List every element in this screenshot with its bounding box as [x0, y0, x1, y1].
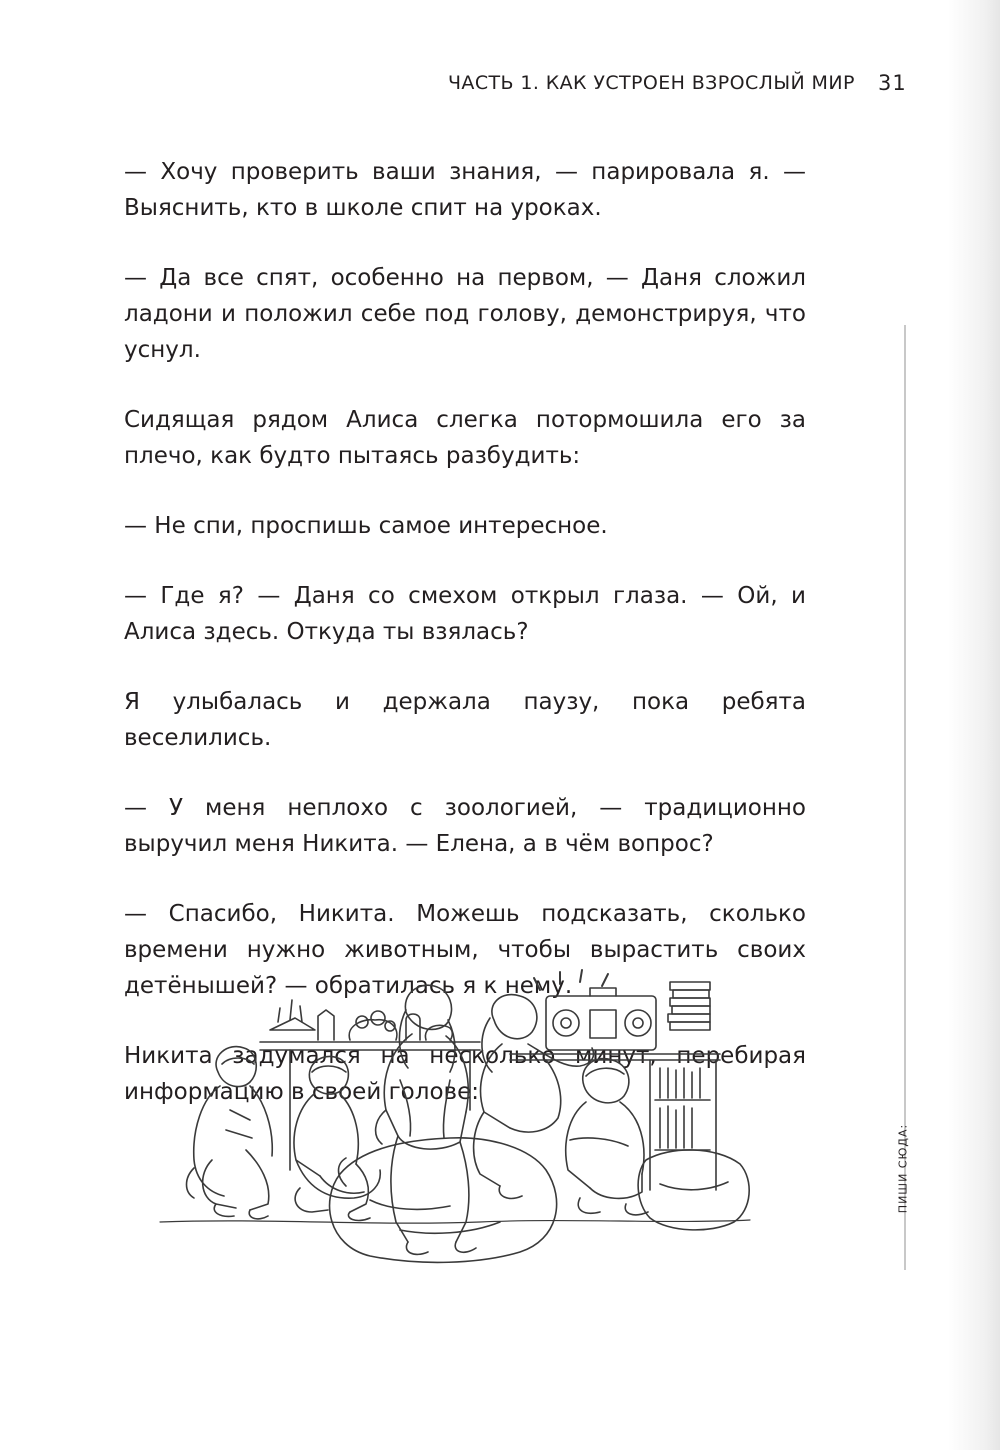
- floor-line: [160, 1220, 750, 1223]
- notes-label-text: ПИШИ СЮДА:: [896, 1123, 910, 1214]
- girl-center: [376, 985, 476, 1254]
- page-number: 31: [878, 71, 907, 95]
- running-header: ЧАСТЬ 1. КАК УСТРОЕН ВЗРОСЛЫЙ МИР: [448, 72, 855, 94]
- paragraph: — Не спи, проспишь самое интересное.: [124, 513, 608, 539]
- paragraph: — Спасибо, Никита. Можешь подсказать, сколько времени нужно животным, чтобы вырастить своих детёнышей? — обратилась я к нему.: [124, 901, 806, 999]
- paragraph: — У меня неплохо с зоологией, — традиционно выручил меня Никита. — Елена, а в чём вопрос?: [124, 795, 806, 857]
- paragraph: — Хочу проверить ваши знания, — парировала я. — Выяснить, кто в школе спит на уроках.: [124, 159, 806, 221]
- kid-second-left: [294, 1056, 380, 1220]
- paragraph: — Да все спят, особенно на первом, — Даня сложил ладони и положил себе под голову, демонстрируя, что уснул.: [124, 265, 806, 363]
- left-shelf: [260, 1000, 480, 1170]
- notes-label: [878, 1123, 928, 1218]
- book-stack: [668, 982, 710, 1030]
- paragraph: Сидящая рядом Алиса слегка потормошила его за плечо, как будто пытаясь разбудить:: [124, 407, 806, 469]
- illustration-kids-on-beanbags: [150, 960, 770, 1270]
- paragraph: — Где я? — Даня со смехом открыл глаза. — Ой, и Алиса здесь. Откуда ты взялась?: [124, 583, 806, 645]
- sound-lines: [534, 970, 608, 990]
- illustration-sketch: [150, 960, 770, 1270]
- paragraph: Я улыбалась и держала паузу, пока ребята веселились.: [124, 689, 806, 751]
- kid-right: [566, 1059, 648, 1215]
- kid-far-left: [187, 1047, 273, 1219]
- beanbag-center: [330, 1138, 557, 1263]
- girl-leaning: [474, 995, 594, 1199]
- paragraph: Никита задумался на несколько минут, перебирая информацию в своей голове:: [124, 1043, 806, 1105]
- boombox: [546, 988, 656, 1050]
- page-edge-shadow: [948, 0, 1000, 1450]
- bookshelf: [510, 1054, 720, 1190]
- cushion-right: [638, 1150, 749, 1230]
